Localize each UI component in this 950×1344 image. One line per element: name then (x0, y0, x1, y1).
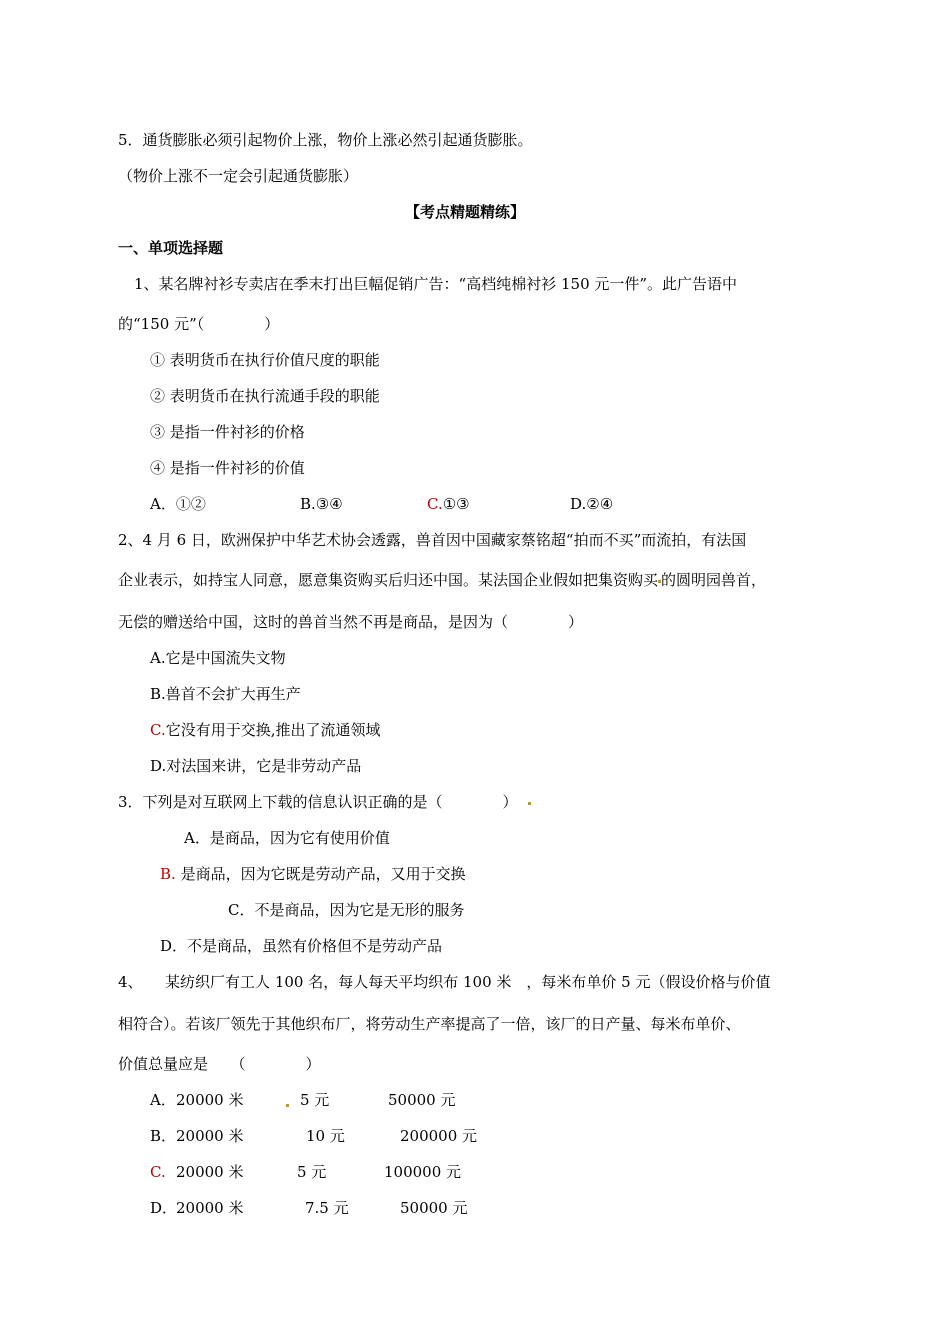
q4-option-b-total: 200000 元 (400, 1127, 478, 1145)
q2-stem-line1: 2、4 月 6 日，欧洲保护中华艺术协会透露，兽首因中国藏家蔡铭超“拍而不买”而流拍，有法国 (118, 531, 747, 549)
q1-option-b: B.③④ (300, 495, 343, 513)
q4-option-c-price: 5 元 (297, 1163, 327, 1181)
q4-option-a-price: 5 元 (300, 1091, 330, 1109)
q2-option-b: B.兽首不会扩大再生产 (150, 685, 301, 703)
q1-option-c: C.①③ (427, 495, 470, 513)
q4-stem-line2: 相符合）。若该厂领先于其他织布厂，将劳动生产率提高了一倍，该厂的日产量、每米布单价、 (118, 1015, 741, 1033)
q4-option-a-total: 50000 元 (388, 1091, 456, 1109)
practice-heading: 【考点精题精练】 (405, 203, 526, 221)
q1-statement-1: ① 表明货币在执行价值尺度的职能 (150, 351, 380, 369)
q4-option-d-qty: 20000 米 (176, 1199, 244, 1217)
mark-dot (528, 802, 531, 805)
q4-option-b-qty: 20000 米 (176, 1127, 244, 1145)
q4-option-d-total: 50000 元 (400, 1199, 468, 1217)
q1-statement-3: ③ 是指一件衬衫的价格 (150, 423, 305, 441)
q4-option-d-label: D． (150, 1199, 178, 1217)
q4-option-d-price: 7.5 元 (305, 1199, 349, 1217)
q2-stem-line2: 企业表示，如持宝人同意，愿意集资购买后归还中国。某法国企业假如把集资购买 的圆明园兽首， (118, 571, 767, 589)
q3-option-b: B. 是商品，因为它既是劳动产品，又用于交换 (160, 865, 466, 883)
q4-option-c-total: 100000 元 (384, 1163, 462, 1181)
q3-option-d: D．不是商品，虽然有价格但不是劳动产品 (160, 937, 443, 955)
q2-answer-letter: C. (150, 721, 166, 739)
q2-stem-line3: 无偿的赠送给中国，这时的兽首当然不再是商品，是因为（ ） (118, 613, 584, 631)
q3-option-c: C．不是商品，因为它是无形的服务 (228, 901, 465, 919)
q4-option-b-label: B． (150, 1127, 177, 1145)
q2-option-d: D.对法国来讲，它是非劳动产品 (150, 757, 362, 775)
q1-option-a: A．①② (150, 495, 206, 513)
mark-dot (286, 1094, 289, 1114)
q4-option-a-qty: 20000 米 (176, 1091, 244, 1109)
q3-answer-letter: B. (160, 865, 176, 883)
review-item-5: 5．通货膨胀必须引起物价上涨，物价上涨必然引起通货膨胀。 (118, 131, 533, 149)
q2-option-c: C.它没有用于交换,推出了流通领域 (150, 721, 381, 739)
q1-stem-line2: 的“150 元”（ ） (118, 315, 280, 333)
q1-statement-2: ② 表明货币在执行流通手段的职能 (150, 387, 380, 405)
q1-option-d: D.②④ (570, 495, 614, 513)
q4-option-b-price: 10 元 (306, 1127, 345, 1145)
q4-option-a-label: A． (150, 1091, 176, 1109)
q3-stem: 3．下列是对互联网上下载的信息认识正确的是（ ） (118, 792, 531, 812)
q4-stem-line1: 4、 某纺织厂有工人 100 名，每人每天平均织布 100 米 ，每米布单价 5 元（假设价格与价值 (118, 973, 771, 991)
q4-option-c-qty: 20000 米 (176, 1163, 244, 1181)
q1-stem-line1: 1、某名牌衬衫专卖店在季末打出巨幅促销广告：“高档纯棉衬衫 150 元一件”。此广告语中 (134, 275, 738, 293)
section-heading: 一、单项选择题 (118, 239, 224, 257)
q4-answer-letter: C. (150, 1163, 166, 1181)
q2-option-a: A.它是中国流失文物 (150, 649, 286, 667)
q3-option-a: A．是商品，因为它有使用价值 (184, 829, 390, 847)
review-item-5-answer: （物价上涨不一定会引起通货膨胀） (118, 167, 359, 185)
q1-statement-4: ④ 是指一件衬衫的价值 (150, 459, 305, 477)
q4-stem-line3: 价值总量应是 （ ） (118, 1055, 321, 1073)
q1-answer-letter: C. (427, 495, 443, 513)
